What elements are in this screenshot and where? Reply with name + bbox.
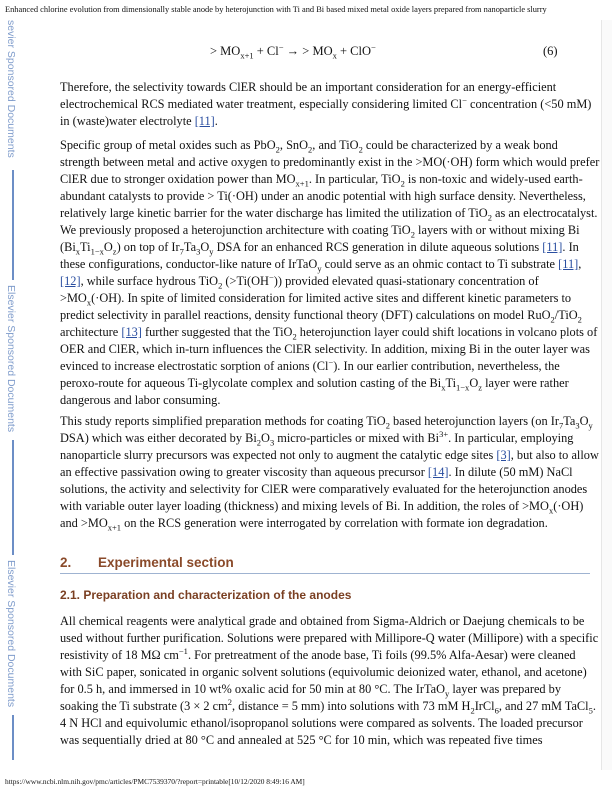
section-title: Experimental section [98,555,234,570]
watermark-text-1: sevier Sponsored Documents [5,20,17,158]
watermark-text-3: Elsevier Sponsored Documents [5,560,17,708]
paragraph-metal-oxides: Specific group of metal oxides such as PbO$_2$, SnO$_2$, and TiO$_2$ could be characterized by a weak bond strength between metal and active oxygen to predominantly exist in the >MO(·OH) form which would prefer ClER due to stronger oxidation power than $MO_{x+1}$. In particular, TiO$_2$ is non-toxic and widely-used earth-abundant catalysts to provide > Ti(·OH) under an anodic potential with high surface density. Nevertheless, relatively large kinetic barrier for the water discharge has limited the utilization of TiO$_2$ as an electrocatalyst. We previously proposed a heterojunction architecture with coating TiO$_2$ layers with or without mixing Bi $(Bi_xTi_{1-x}O_z)$ on top of $Ir_7Ta_3O_y$ DSA for an enhanced RCS generation in dilute aqueous solutions [11]. In these configurations, conductor-like nature of IrTaO$_y$ could serve as an ohmic contact to Ti substrate [11], [12], while surface hydrous TiO$_2$ (>Ti(OH−)) provided elevated quasi-stationary concentration of $>MO_x(\cdot OH)$. In spite of limited consideration for limited active sites and different kinetic parameters to predict selectivity in parallel reactions, density functional theory (DFT) calculations on model RuO$_2$/TiO$_2$ architecture [13] further suggested that the TiO$_2$ heterojunction layer could shift locations in volcano plots of OER and ClER, which in-turn influences the ClER selectivity. In addition, mixing Bi in the outer layer was evinced to increase electrostatic sorption of anions (Cl−). In our earlier contribution, nevertheless, the peroxo-route for aqueous Ti-glycolate complex and solution casting of the $Bi_xTi_{1-x}O_z$ layer were rather dangerous and labor consuming. [60,138,600,407]
equation-6: > $MO_{x+1} + Cl^-$ → > $MO_x + ClO^-$ [210,41,376,61]
equation-number: (6) [543,44,558,58]
page-right-edge [601,20,612,770]
reference-link-11[interactable]: [11] [542,240,563,254]
document-title-header: Enhanced chlorine evolution from dimensionally stable anode by heterojunction with Ti and Bi based mixed metal oxide layers prepared from nanoparticle slurry [5,5,547,14]
reference-link-14[interactable]: [14] [427,465,449,479]
subsection-heading-preparation: 2.1. Preparation and characterization of the anodes [60,588,352,602]
watermark-text-2: Elsevier Sponsored Documents [5,285,17,433]
section-number: 2. [60,555,72,570]
watermark-divider-3 [12,715,14,760]
section-heading-experimental [60,555,590,574]
paragraph-this-study: This study reports simplified preparation methods for coating TiO$_2$ based heterojunction layers (on $Ir_7Ta_3O_y$ DSA) which was either decorated by $Bi_2O_3$ micro-particles or mixed with $Bi^{3+}$. In particular, employing nanoparticle slurry precursors was expected not only to augment the catalytic edge sites [3], but also to allow an effective passivation owing to greater viscosity than aqueous precursor [14]. In dilute (50 mM) NaCl solutions, the activity and selectivity for ClER were comparatively evaluated for the heterojunction anodes with variable outer layer loading (thickness) and mixing levels of Bi. In addition, the roles of $>MO_x(\cdot OH)$ and $>MO_{x+1}$ on the RCS generation were interrogated by correlation with formate ion degradation. [60,414,599,533]
reference-link-12[interactable]: [12] [60,274,81,288]
reference-link-3[interactable]: [3] [496,448,511,462]
watermark-divider-2 [12,440,14,555]
reference-link-13[interactable]: [13] [121,325,142,339]
paragraph-chemical-reagents: All chemical reagents were analytical grade and obtained from Sigma-Aldrich or Daejung chemicals to be used without further purification. Solutions were prepared with Millipore-Q water (Millipore) with a specific resistivity of 18 MΩ $cm^{-1}$. For pretreatment of the anode base, Ti foils (99.5% Alfa-Aesar) were cleaned with SiC paper, sonicated in organic solvent solutions (equivolumic deionized water, ethanol, and acetone) for 0.5 h, and immersed in 10 wt% oxalic acid for 50 min at 80 °C. The IrTaO$_y$ layer was prepared by soaking the Ti substrate (3 × 2 $cm^2$, distance = 5 mm) into solutions with 73 mM $H_2IrCl_6$, and 27 mM TaCl$_5$. 4 N HCl and equivolumic ethanol/isopropanol solutions were compared as solvents. The loaded precursor was sequentially dried at 80 °C and annealed at 525 °C for 10 min, which was repeated five times [60,614,599,747]
watermark-divider-1 [12,170,14,280]
sponsored-watermark-strip [0,20,22,765]
reference-link-11[interactable]: [11] [194,114,215,128]
footer-url-timestamp: https://www.ncbi.nlm.nih.gov/pmc/articles/PMC7539370/?report=printable[10/12/2020 8:49:16 AM] [5,777,305,786]
paragraph-selectivity: Therefore, the selectivity towards ClER should be an important consideration for an energy-efficient electrochemical RCS mediated water treatment, especially considering limited Cl− concentration (<50 mM) in (waste)water electrolyte [11]. [60,80,592,128]
reference-link-11[interactable]: [11] [558,257,579,271]
